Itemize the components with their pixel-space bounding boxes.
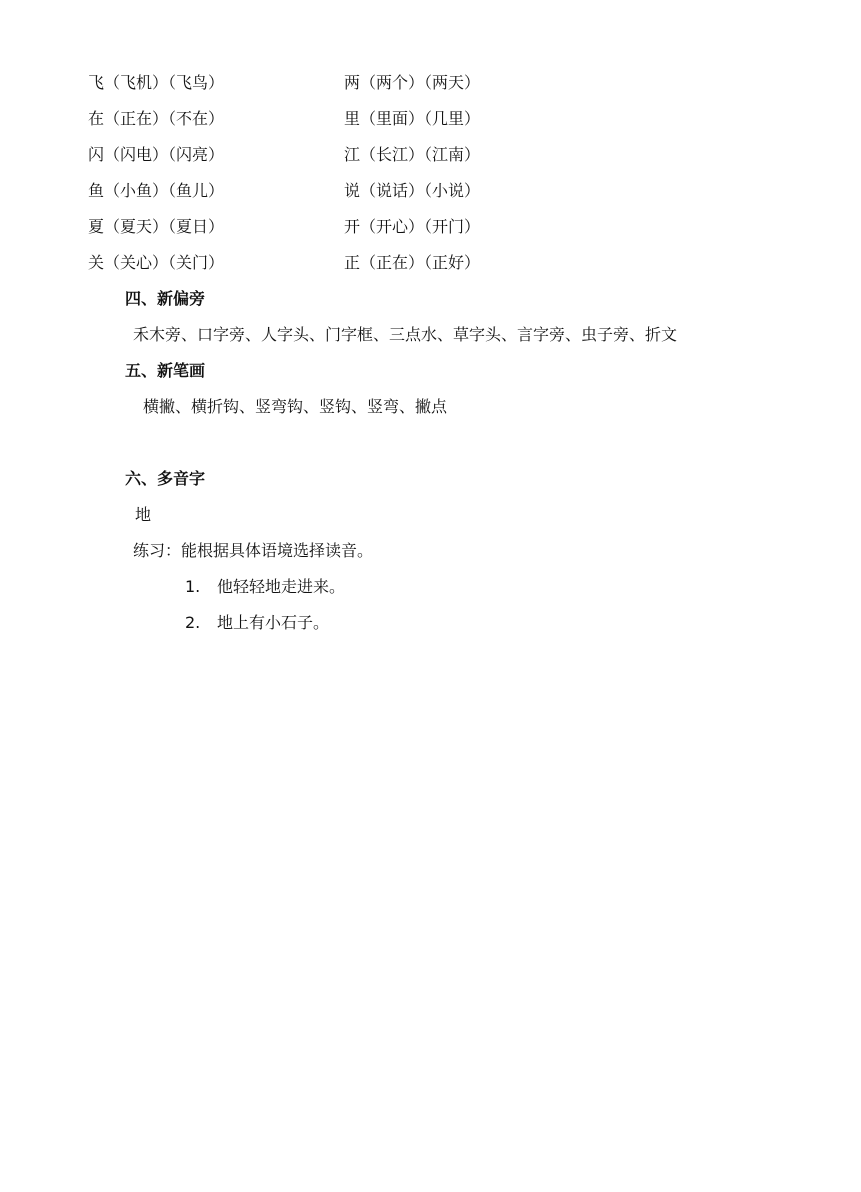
exercise-item-number: 2.	[185, 613, 201, 632]
word-row	[0, 179, 861, 203]
word-entry-right: 里（里面）（几里）	[344, 109, 481, 128]
word-entry-left: 关（关心）（关门）	[88, 253, 225, 272]
section-heading-polyphones: 六、多音字	[125, 469, 206, 488]
section-heading-radicals: 四、新偏旁	[125, 289, 206, 308]
word-entry-left: 闪（闪电）（闪亮）	[88, 145, 225, 164]
exercise-item-text: 他轻轻地走进来。	[217, 577, 346, 596]
exercise-item-number: 1.	[185, 577, 201, 596]
word-row	[0, 251, 861, 275]
word-entry-right: 正（正在）（正好）	[344, 253, 481, 272]
radicals-list: 禾木旁、口字旁、人字头、门字框、三点水、草字头、言字旁、虫子旁、折文	[133, 325, 678, 344]
word-entry-right: 开（开心）（开门）	[344, 217, 481, 236]
word-row	[0, 107, 861, 131]
exercise-item-text: 地上有小石子。	[217, 613, 330, 632]
word-entry-right: 说（说话）（小说）	[344, 181, 481, 200]
exercise-item	[185, 575, 345, 599]
exercise-item	[185, 611, 329, 635]
word-entry-left: 在（正在）（不在）	[88, 109, 225, 128]
word-entry-right: 两（两个）（两天）	[344, 73, 481, 92]
word-entry-left: 飞（飞机）（飞鸟）	[88, 73, 225, 92]
polyphone-character: 地	[135, 505, 152, 524]
strokes-list: 横撇、横折钩、竖弯钩、竖钩、竖弯、撇点	[143, 397, 448, 416]
word-entry-left: 鱼（小鱼）（鱼儿）	[88, 181, 225, 200]
exercise-label: 练习：能根据具体语境选择读音。	[133, 541, 374, 560]
word-row	[0, 215, 861, 239]
word-row	[0, 71, 861, 95]
word-entry-right: 江（长江）（江南）	[344, 145, 481, 164]
word-entry-left: 夏（夏天）（夏日）	[88, 217, 225, 236]
section-heading-strokes: 五、新笔画	[125, 361, 206, 380]
word-row	[0, 143, 861, 167]
